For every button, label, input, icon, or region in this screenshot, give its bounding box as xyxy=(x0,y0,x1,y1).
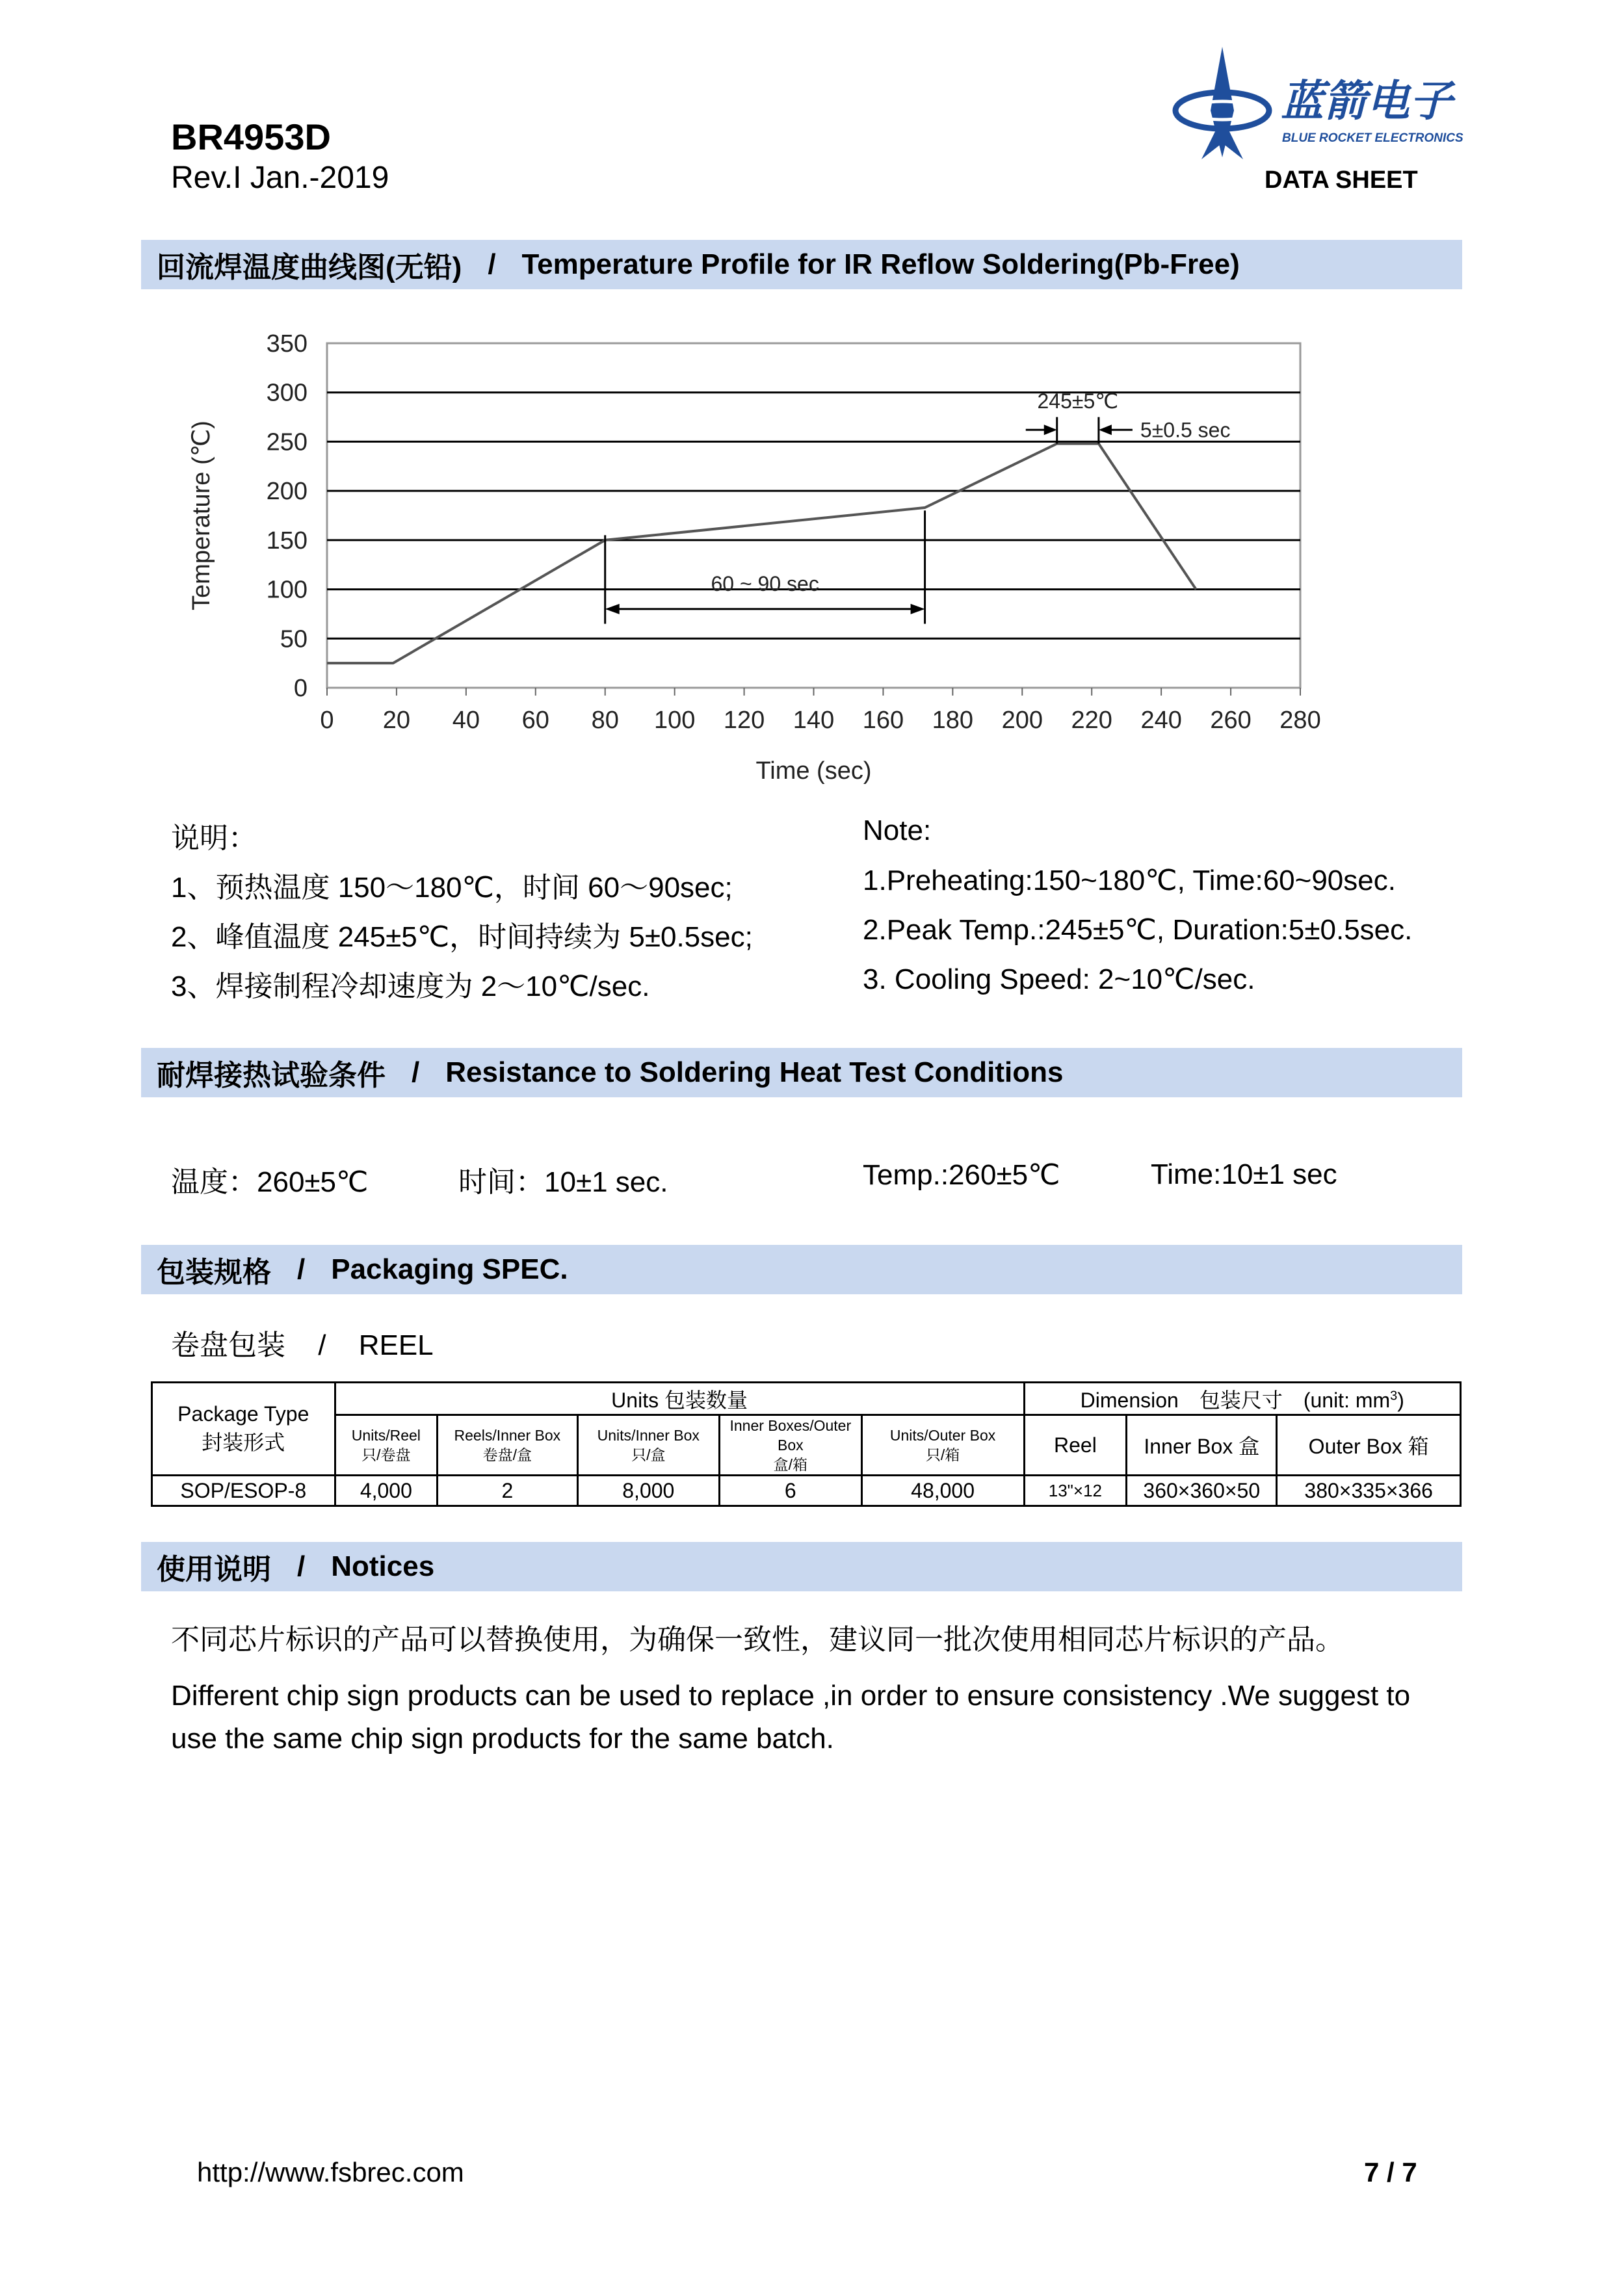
x-tick-label: 180 xyxy=(932,707,974,734)
logo-cn: 蓝箭电子 xyxy=(1281,77,1452,125)
cell-reels-inner: 2 xyxy=(438,1476,577,1506)
y-tick-label: 150 xyxy=(266,527,308,554)
preheat-arrow-head-left xyxy=(605,604,620,614)
section-title-en: Resistance to Soldering Heat Test Conditions xyxy=(445,1056,1064,1088)
section-title-cn: 回流焊温度曲线图(无铅) xyxy=(157,252,462,283)
y-axis-label: Temperature (℃) xyxy=(188,421,215,610)
resistance-temp-cn: 温度：260±5℃ xyxy=(171,1166,369,1198)
logo-en: BLUE ROCKET ELECTRONICS xyxy=(1282,131,1463,145)
cell-inner-box: 360×360×50 xyxy=(1127,1476,1277,1506)
y-tick-label: 350 xyxy=(266,330,308,358)
cell-units-inner: 8,000 xyxy=(577,1476,720,1506)
x-tick-label: 160 xyxy=(862,707,904,734)
notices-en-line1: Different chip sign products can be used to replace ,in order to ensure consistency .We suggest to xyxy=(171,1680,1411,1712)
packaging-table xyxy=(151,1381,1462,1507)
y-tick-label: 50 xyxy=(280,625,308,653)
cell-outer-box: 380×335×366 xyxy=(1277,1476,1461,1506)
section-separator: / xyxy=(412,1056,420,1088)
notes-en-title: Note: xyxy=(863,815,932,846)
profile-line xyxy=(327,443,1196,663)
peak-arrow-right-head xyxy=(1099,424,1112,435)
x-tick-label: 200 xyxy=(1001,707,1043,734)
section-bar-reflow xyxy=(141,240,1462,289)
preheat-label: 60 ~ 90 sec xyxy=(711,571,819,595)
section-title-cn: 耐焊接热试验条件 xyxy=(157,1060,386,1091)
resistance-temp-en: Temp.:260±5℃ xyxy=(863,1159,1060,1191)
doc-type: DATA SHEET xyxy=(1265,166,1418,194)
section-bar-notices xyxy=(141,1542,1462,1591)
section-title-en: Temperature Profile for IR Reflow Soldering(Pb-Free) xyxy=(521,248,1240,280)
y-tick-label: 200 xyxy=(266,478,308,506)
header-units-outer: Units/Outer Box 只/箱 xyxy=(861,1415,1024,1476)
section-separator: / xyxy=(488,248,496,280)
section-title-en: Packaging SPEC. xyxy=(331,1253,568,1285)
packaging-subtitle-sep: / xyxy=(318,1329,326,1361)
section-bar-packaging xyxy=(141,1245,1462,1294)
cell-reel: 13"×12 xyxy=(1024,1476,1127,1506)
section-bar-resistance xyxy=(141,1048,1462,1097)
notices-en-line2: use the same chip sign products for the same batch. xyxy=(171,1723,834,1755)
x-tick-label: 280 xyxy=(1279,707,1321,734)
page-number: 7 / 7 xyxy=(1364,2157,1417,2187)
section-title-en: Notices xyxy=(331,1550,435,1582)
header-outer-box: Outer Box 箱 xyxy=(1277,1415,1461,1476)
y-tick-label: 250 xyxy=(266,428,308,456)
x-tick-label: 240 xyxy=(1140,707,1182,734)
x-tick-label: 80 xyxy=(591,707,619,734)
footer-url[interactable]: http://www.fsbrec.com xyxy=(197,2157,464,2187)
notes-cn-item: 3、焊接制程冷却速度为 2～10℃/sec. xyxy=(171,971,650,1002)
revision: Rev.I Jan.-2019 xyxy=(171,161,389,195)
packaging-subtitle-cn: 卷盘包装 xyxy=(171,1329,285,1361)
reflow-profile-chart xyxy=(182,319,1352,793)
packaging-subtitle-en: REEL xyxy=(358,1329,434,1361)
section-title-cn: 使用说明 xyxy=(157,1554,271,1585)
header-inner-outer: Inner Boxes/Outer Box 盒/箱 xyxy=(720,1415,862,1476)
rocket-logo-icon xyxy=(1175,47,1269,159)
notes-en-item: 3. Cooling Speed: 2~10℃/sec. xyxy=(863,963,1255,995)
x-tick-label: 60 xyxy=(521,707,549,734)
header-units-inner: Units/Inner Box 只/盒 xyxy=(577,1415,720,1476)
section-title-cn: 包装规格 xyxy=(157,1257,271,1288)
header-package-type: Package Type 封装形式 xyxy=(152,1383,335,1476)
notes-cn-title: 说明： xyxy=(171,822,257,854)
peak-duration-label: 5±0.5 sec xyxy=(1140,418,1231,442)
cell-units-outer: 48,000 xyxy=(861,1476,1024,1506)
cell-units-reel: 4,000 xyxy=(335,1476,438,1506)
part-number: BR4953D xyxy=(171,116,331,157)
y-tick-label: 100 xyxy=(266,576,308,604)
header-inner-box: Inner Box 盒 xyxy=(1127,1415,1277,1476)
cell-inner-outer: 6 xyxy=(720,1476,862,1506)
x-tick-label: 120 xyxy=(723,707,765,734)
header-units-reel: Units/Reel 只/卷盘 xyxy=(335,1415,438,1476)
table-row xyxy=(152,1476,1461,1506)
x-tick-label: 40 xyxy=(452,707,480,734)
resistance-time-en: Time:10±1 sec xyxy=(1151,1158,1337,1190)
header-reel: Reel xyxy=(1024,1415,1127,1476)
notes-en-item: 1.Preheating:150~180℃, Time:60~90sec. xyxy=(863,865,1396,896)
plot-frame xyxy=(327,343,1300,688)
header-units-group: Units 包装数量 xyxy=(335,1383,1024,1415)
cell-package: SOP/ESOP-8 xyxy=(152,1476,335,1506)
notes-cn-item: 2、峰值温度 245±5℃，时间持续为 5±0.5sec; xyxy=(171,921,753,953)
preheat-arrow-head-right xyxy=(911,604,925,614)
y-tick-label: 0 xyxy=(293,675,308,702)
x-tick-label: 220 xyxy=(1071,707,1112,734)
resistance-time-cn: 时间：10±1 sec. xyxy=(458,1166,668,1198)
x-tick-label: 100 xyxy=(653,707,696,734)
header-reels-inner: Reels/Inner Box 卷盘/盒 xyxy=(438,1415,577,1476)
x-tick-label: 0 xyxy=(320,707,334,734)
y-tick-label: 300 xyxy=(266,379,308,407)
x-tick-label: 20 xyxy=(382,707,411,734)
x-tick-label: 260 xyxy=(1210,707,1252,734)
x-tick-label: 140 xyxy=(793,707,835,734)
notes-cn-item: 1、预热温度 150～180℃，时间 60～90sec; xyxy=(171,872,733,904)
peak-temp-label: 245±5℃ xyxy=(1037,389,1119,413)
notes-en-item: 2.Peak Temp.:245±5℃, Duration:5±0.5sec. xyxy=(863,914,1413,946)
peak-arrow-left-head xyxy=(1044,424,1057,435)
packaging-subtitle xyxy=(171,1322,434,1363)
company-logo xyxy=(1170,46,1469,169)
section-separator: / xyxy=(297,1253,306,1285)
header-dimension-group: Dimension 包装尺寸 (unit: $mm^3$) xyxy=(1024,1383,1460,1415)
section-separator: / xyxy=(297,1550,306,1582)
x-axis-label: Time (sec) xyxy=(755,757,872,785)
notices-cn: 不同芯片标识的产品可以替换使用，为确保一致性，建议同一批次使用相同芯片标识的产品。 xyxy=(171,1624,1344,1656)
